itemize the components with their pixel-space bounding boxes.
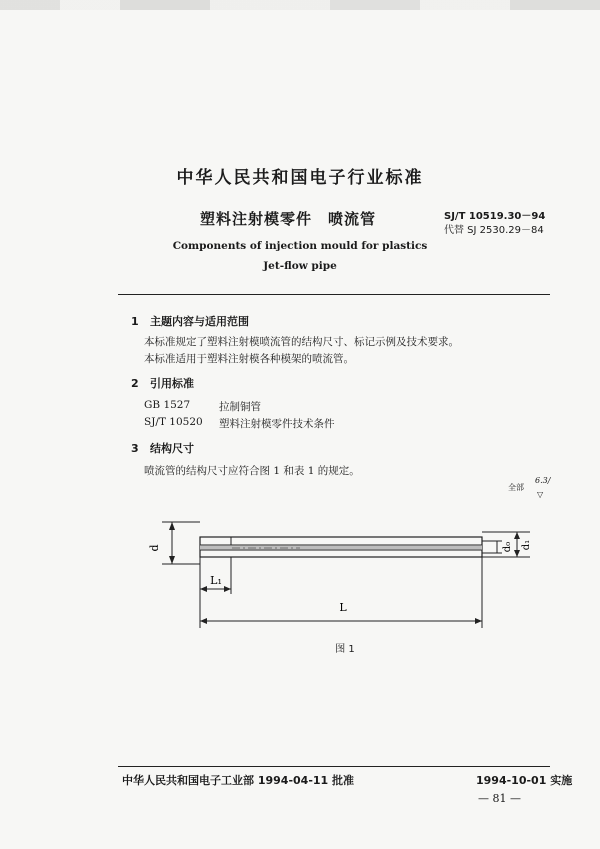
document-title: 塑料注射模零件 喷流管	[200, 210, 377, 228]
label-L1: L₁	[210, 574, 222, 587]
reference-name: 拉制铜管	[219, 401, 261, 413]
section-number: 1	[131, 315, 139, 328]
section-title: 结构尺寸	[150, 442, 194, 455]
issuer-line: 中华人民共和国电子工业部 1994-04-11 批准	[122, 774, 355, 787]
section-number: 2	[131, 377, 139, 390]
section-number: 3	[131, 442, 139, 455]
surface-finish-symbol: ▽	[537, 490, 544, 499]
label-L: L	[339, 601, 347, 614]
reference-name: 塑料注射模零件技术条件	[219, 418, 335, 430]
label-d0: d₀	[502, 541, 513, 553]
reference-code: SJ/T 10520	[144, 416, 203, 428]
section-3-paragraph-1: 喷流管的结构尺寸应符合图 1 和表 1 的规定。	[144, 465, 360, 477]
page-number: — 81 —	[478, 792, 521, 805]
section-title: 引用标准	[150, 377, 194, 390]
figure-caption: 图 1	[335, 644, 355, 655]
label-d1: d₁	[521, 539, 532, 551]
standard-code: SJ/T 10519.30－94	[444, 211, 546, 222]
standard-title: 中华人民共和国电子行业标准	[176, 168, 424, 188]
english-title: Components of injection mould for plastics	[172, 240, 428, 252]
section-title: 主题内容与适用范围	[150, 315, 249, 328]
effective-date: 1994-10-01 实施	[476, 774, 573, 787]
pipe-wall-hatch	[200, 545, 482, 550]
reference-code: GB 1527	[144, 399, 191, 411]
label-d: d	[148, 544, 161, 552]
replaces-code: 代替 SJ 2530.29－84	[444, 225, 544, 236]
section-1-paragraph-2: 本标准适用于塑料注射模各种模架的喷流管。	[144, 353, 354, 365]
surface-finish-value: 6.3/	[535, 476, 551, 485]
section-1-paragraph-1: 本标准规定了塑料注射模喷流管的结构尺寸、标记示例及技术要求。	[144, 336, 459, 348]
english-subtitle: Jet-flow pipe	[263, 260, 337, 272]
surface-finish-label: 全部	[508, 483, 524, 492]
footer-rule	[118, 766, 550, 767]
